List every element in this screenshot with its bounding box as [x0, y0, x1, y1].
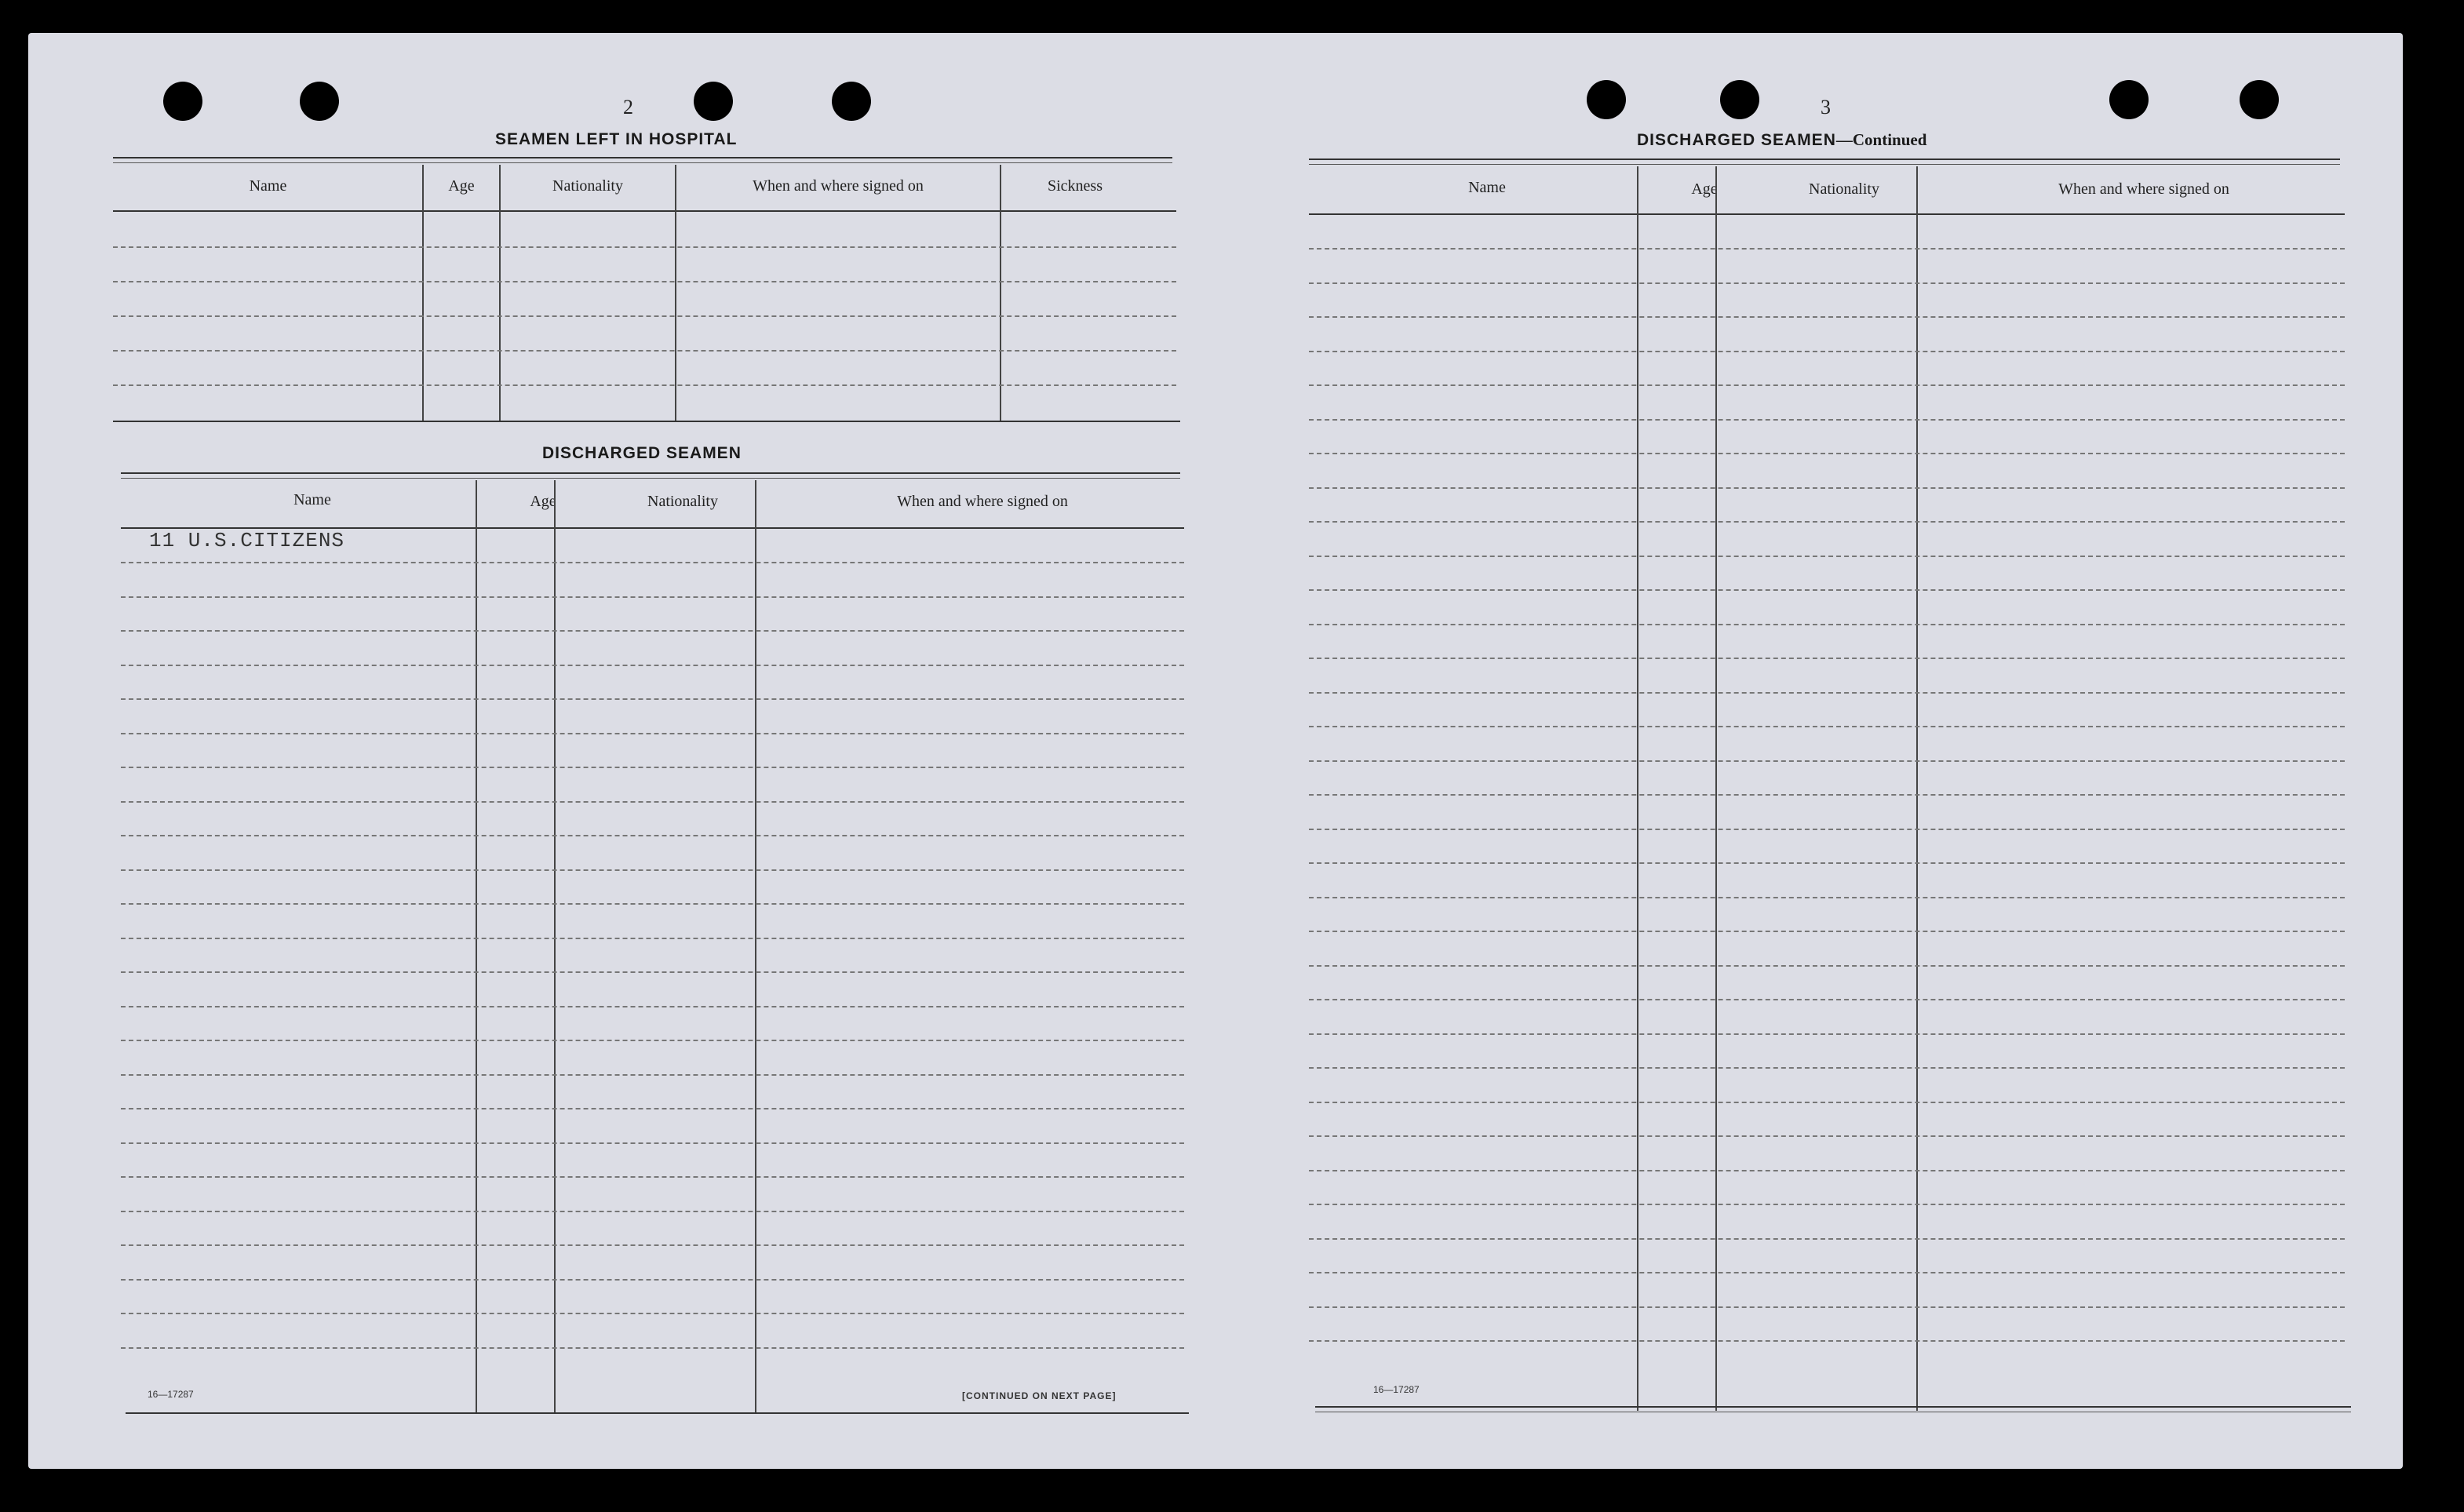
column-header-when-where: When and where signed on — [2058, 180, 2229, 198]
page-number: 3 — [1821, 96, 1831, 118]
table-row-line — [121, 1108, 1184, 1109]
table-row-line — [121, 835, 1184, 836]
table-row-line — [121, 1347, 1184, 1349]
column-divider — [476, 480, 477, 1414]
table-row-line — [1309, 1204, 2345, 1205]
column-divider — [554, 480, 556, 1414]
continued-note: [CONTINUED ON NEXT PAGE] — [962, 1390, 1117, 1401]
column-divider — [422, 165, 424, 421]
table-row-line — [121, 971, 1184, 973]
table-row-line — [121, 698, 1184, 700]
table-row-line — [113, 246, 1176, 248]
table-bottom-rule — [1315, 1406, 2351, 1412]
column-header-name: Name — [249, 177, 287, 195]
column-divider — [755, 480, 756, 1414]
title-suffix: —Continued — [1835, 130, 1927, 149]
form-number: 16—17287 — [148, 1389, 194, 1400]
discharged-row-name: 11 U.S.CITIZENS — [149, 529, 345, 552]
table-row-line — [1309, 1170, 2345, 1171]
table-row-line — [1309, 760, 2345, 762]
header-rule — [1309, 213, 2345, 215]
table-row-line — [121, 1244, 1184, 1246]
column-divider — [1916, 166, 1918, 1411]
discharged-continued-title — [1637, 130, 1926, 150]
table-row-line — [1309, 282, 2345, 284]
column-header-nationality: Nationality — [647, 493, 718, 510]
table-row-line — [1309, 658, 2345, 659]
table-row-line — [1309, 1238, 2345, 1240]
table-bottom-rule — [113, 421, 1180, 422]
table-row-line — [121, 1142, 1184, 1144]
table-row-line — [1309, 965, 2345, 967]
document-sheet — [28, 33, 2403, 1469]
table-top-rule — [121, 472, 1180, 479]
column-divider — [1637, 166, 1638, 1411]
table-row-line — [121, 938, 1184, 939]
left-page — [28, 33, 1213, 1469]
column-divider — [1000, 165, 1001, 421]
table-row-line — [1309, 1067, 2345, 1069]
table-row-line — [1309, 487, 2345, 489]
column-header-when-where: When and where signed on — [897, 493, 1068, 510]
table-row-line — [1309, 931, 2345, 932]
column-header-nationality: Nationality — [1809, 180, 1879, 198]
column-header-nationality: Nationality — [552, 177, 623, 195]
table-row-line — [1309, 1340, 2345, 1342]
table-row-line — [113, 350, 1176, 352]
title-main: DISCHARGED SEAMEN — [1637, 131, 1836, 149]
table-row-line — [1309, 1033, 2345, 1035]
table-top-rule — [1309, 158, 2340, 165]
column-header-age: Age — [530, 493, 556, 510]
table-row-line — [1309, 316, 2345, 318]
table-row-line — [1309, 384, 2345, 386]
table-row-line — [1309, 248, 2345, 250]
column-header-when-where: When and where signed on — [753, 177, 924, 195]
table-row-line — [121, 630, 1184, 632]
table-row-line — [1309, 624, 2345, 625]
table-row-line — [1309, 1306, 2345, 1308]
column-header-age: Age — [1691, 180, 1718, 198]
column-header-name: Name — [293, 491, 331, 508]
column-header-sickness: Sickness — [1048, 177, 1103, 195]
column-header-name: Name — [1468, 179, 1506, 196]
table-row-line — [113, 281, 1176, 282]
table-top-rule — [113, 157, 1172, 163]
column-divider — [499, 165, 501, 421]
column-divider — [675, 165, 676, 421]
table-row-line — [1309, 1102, 2345, 1103]
table-row-line — [121, 1313, 1184, 1314]
table-row-line — [121, 1074, 1184, 1076]
table-row-line — [1309, 999, 2345, 1000]
table-row-line — [121, 767, 1184, 768]
form-number: 16—17287 — [1373, 1384, 1420, 1395]
table-row-line — [121, 596, 1184, 598]
table-row-line — [121, 1176, 1184, 1178]
table-row-line — [121, 1279, 1184, 1281]
table-row-line — [1309, 419, 2345, 421]
table-row-line — [1309, 1135, 2345, 1137]
table-row-line — [1309, 556, 2345, 557]
page-number: 2 — [623, 96, 633, 118]
table-row-line — [1309, 453, 2345, 454]
table-row-line — [1309, 862, 2345, 864]
table-row-line — [113, 384, 1176, 386]
table-row-line — [1309, 521, 2345, 523]
table-row-line — [121, 903, 1184, 905]
table-row-line — [121, 801, 1184, 803]
table-row-line — [121, 665, 1184, 666]
table-row-line — [121, 733, 1184, 734]
table-row-line — [1309, 829, 2345, 830]
table-row-line — [1309, 897, 2345, 898]
table-row-line — [121, 1040, 1184, 1041]
header-rule — [113, 210, 1176, 212]
discharged-table-title: DISCHARGED SEAMEN — [542, 444, 742, 462]
table-row-line — [1309, 726, 2345, 727]
hospital-table-title: SEAMEN LEFT IN HOSPITAL — [495, 130, 738, 148]
table-row-line — [1309, 589, 2345, 591]
table-row-line — [1309, 1272, 2345, 1273]
table-row-line — [121, 562, 1184, 563]
column-header-age: Age — [448, 177, 475, 195]
table-row-line — [121, 1006, 1184, 1007]
table-bottom-rule — [126, 1412, 1189, 1414]
table-row-line — [1309, 794, 2345, 796]
table-row-line — [1309, 351, 2345, 352]
table-row-line — [1309, 692, 2345, 694]
table-row-line — [113, 315, 1176, 317]
table-row-line — [121, 1211, 1184, 1212]
column-divider — [1715, 166, 1717, 1411]
right-page — [1213, 33, 2403, 1469]
table-row-line — [121, 869, 1184, 871]
